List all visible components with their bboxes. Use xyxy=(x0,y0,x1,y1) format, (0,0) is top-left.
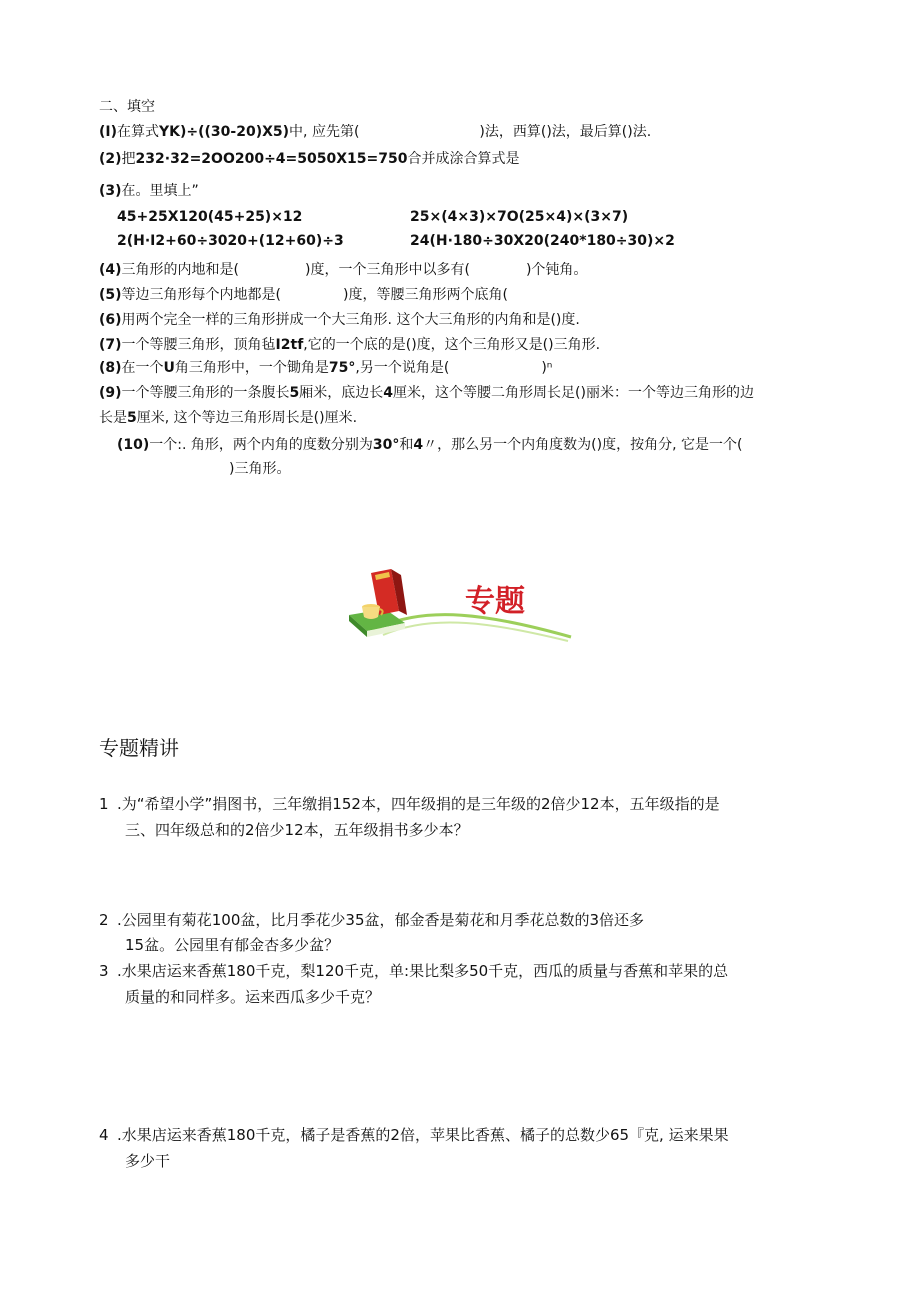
value: 30° xyxy=(372,437,400,453)
question-text: ,另一个说角是( xyxy=(355,360,450,376)
question-text: 把 xyxy=(121,151,136,167)
question-number: (9) xyxy=(99,385,122,401)
question-text: 一个等腰三角形的一条腹长 xyxy=(121,385,290,401)
question-text: 厘米, 这个等边三角形周长是()厘米. xyxy=(136,410,358,426)
books-illustration xyxy=(343,563,573,645)
question-number: (2) xyxy=(99,151,122,167)
question-text: 厘米，这个等腰二角形周长足()丽米：一个等边三角形的边 xyxy=(393,385,754,401)
question-text: )法，西算()法，最后算()法. xyxy=(479,124,652,140)
compare-expression-2: 25×(4×3)×7O(25×4)×(3×7) xyxy=(410,209,629,225)
expression: 232·32=2OO200÷4=5050X15=750 xyxy=(135,151,408,167)
problem-1-number: 1 xyxy=(99,795,109,813)
compare-expression-3: 2(H·I2+60÷3020+(12+60)÷3 xyxy=(117,233,344,249)
question-9 xyxy=(99,383,754,403)
question-text: 三角形的内地和是( xyxy=(121,262,240,278)
value: 4 xyxy=(413,437,424,453)
question-8 xyxy=(99,358,552,378)
question-number: (I) xyxy=(99,124,118,140)
question-4 xyxy=(99,260,587,280)
problem-4-text: .水果店运来香蕉180千克，橘子是香蕉的2倍，苹果比香蕉、橘子的总数少65『克, 运来果果 xyxy=(117,1126,729,1144)
value: 5 xyxy=(289,385,300,401)
question-text: 一个等腰三角形，顶角毡 xyxy=(121,337,276,353)
question-text: 用两个完全一样的三角形拼成一个大三角形. 这个大三角形的内角和是()度. xyxy=(121,312,580,328)
question-text: 合并成涂合算式是 xyxy=(407,151,520,167)
problem-1-text-continued: 三、四年级总和的2倍少12本，五年级捐书多少本？ xyxy=(125,821,469,839)
question-number: (7) xyxy=(99,337,122,353)
question-10-continued: )三角形。 xyxy=(229,461,291,477)
question-text: 在算式 xyxy=(117,124,160,140)
value: U xyxy=(163,360,175,376)
section-heading-fill: 二、填空 xyxy=(99,99,155,115)
value: 5 xyxy=(127,410,137,426)
topic-logo xyxy=(343,563,573,645)
question-text: )度，等腰三角形两个底角( xyxy=(343,287,508,303)
problem-2-text-continued: 15盆。公园里有郁金杏多少盆？ xyxy=(125,936,340,954)
logo-text: 专题 xyxy=(465,584,525,619)
question-text: 中, 应先第( xyxy=(289,124,360,140)
question-text: 〃，那么另一个内角度数为()度，按角分, 它是一个( xyxy=(423,437,743,453)
value: 4 xyxy=(383,385,394,401)
problem-2-text: .公园里有菊花100盆，比月季花少35盆，郁金香是菊花和月季花总数的3倍还多 xyxy=(117,911,645,929)
question-9-continued xyxy=(99,408,357,428)
question-number: (5) xyxy=(99,287,122,303)
question-text: )度，一个三角形中以多有( xyxy=(305,262,470,278)
question-10 xyxy=(117,435,742,455)
question-7 xyxy=(99,335,600,355)
question-text: 一个:. 角形，两个内角的度数分别为 xyxy=(149,437,373,453)
question-text: ,它的一个底的是()度，这个三角形又是()三角形. xyxy=(303,337,601,353)
problem-1-text: .为“希望小学”捐图书，三年缴捐152本，四年级捐的是三年级的2倍少12本，五年级指的是 xyxy=(117,795,720,813)
question-text: 长是 xyxy=(99,410,127,426)
question-text: 等边三角形每个内地都是( xyxy=(121,287,282,303)
question-number: (6) xyxy=(99,312,122,328)
value: 75° xyxy=(328,360,356,376)
question-number: (10) xyxy=(117,437,150,453)
question-6 xyxy=(99,310,580,330)
value: I2tf xyxy=(275,337,304,353)
question-text: 在。里填上” xyxy=(121,183,199,199)
problem-3-number: 3 xyxy=(99,962,109,980)
question-number: (3) xyxy=(99,183,122,199)
problem-4-text-continued: 多少干 xyxy=(125,1152,171,1170)
question-text: 角三角形中，一个锄角是 xyxy=(174,360,329,376)
problem-4-number: 4 xyxy=(99,1126,109,1144)
question-text: )个钝角。 xyxy=(525,262,588,278)
question-text: )ⁿ xyxy=(541,360,553,376)
question-text: 在一个 xyxy=(121,360,164,376)
question-2 xyxy=(99,149,519,169)
problem-3-text: .水果店运来香蕉180千克，梨120千克，单:果比梨多50千克，西瓜的质量与香蕉和苹果的总 xyxy=(117,962,729,980)
question-text: 厢米，底边长 xyxy=(299,385,384,401)
compare-expression-1: 45+25X120(45+25)×12 xyxy=(117,209,303,225)
question-5 xyxy=(99,285,508,305)
problem-3-text-continued: 质量的和同样多。运来西瓜多少千克？ xyxy=(125,988,381,1006)
compare-expression-4: 24(H·180÷30X20(240*180÷30)×2 xyxy=(410,233,675,249)
question-3 xyxy=(99,181,199,201)
question-text: 和 xyxy=(399,437,414,453)
topic-heading: 专题精讲 xyxy=(99,736,179,760)
expression: YK)÷((30-20)X5) xyxy=(159,124,290,140)
question-number: (4) xyxy=(99,262,122,278)
question-number: (8) xyxy=(99,360,122,376)
question-1 xyxy=(99,122,651,142)
problem-2-number: 2 xyxy=(99,911,109,929)
